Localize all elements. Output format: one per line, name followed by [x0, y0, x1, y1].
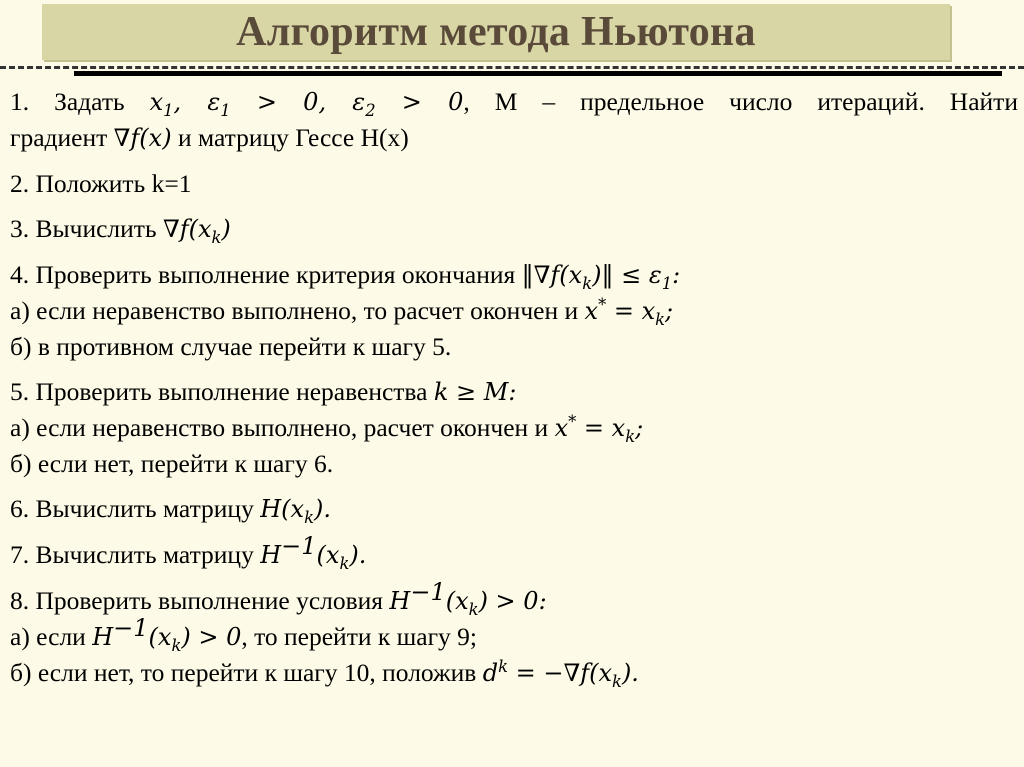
step-8-text-d: б) если нет, то перейти к шагу 10, положив — [10, 658, 483, 687]
step-3 — [10, 211, 1018, 247]
step-8-text-b: а) если — [10, 622, 93, 651]
step-8-text-c: , то перейти к шагу 9; — [241, 622, 478, 651]
step-3-line-1 — [10, 211, 1018, 247]
formula-direction: $d^k = -\nabla f(x_k)$. — [482, 657, 639, 691]
step-4-line-3: б) в противном случае перейти к шагу 5. — [10, 332, 452, 361]
step-5-text-b: а) если неравенство выполнено, расчет окончен и — [10, 413, 555, 442]
step-3-text: 3. Вычислить — [10, 214, 163, 243]
step-7-text: 7. Вычислить матрицу — [10, 540, 261, 569]
algorithm-steps — [10, 84, 1018, 701]
step-7-line-1 — [10, 532, 1018, 573]
step-4-text-a: 4. Проверить выполнение критерия окончания — [10, 260, 522, 289]
step-2 — [10, 166, 1018, 201]
title-bar — [42, 4, 950, 60]
step-5 — [10, 374, 1018, 481]
step-8-line-3 — [10, 655, 1018, 691]
formula-inverse-hessian: $H^{-1}(x_k)$. — [260, 532, 367, 573]
formula-stop-criterion: $‖\nabla f(x_k)‖ \le \varepsilon_1$: — [521, 261, 681, 293]
slide-title: Алгоритм метода Ньютона — [236, 9, 756, 55]
step-6-line-1 — [10, 491, 1018, 527]
step-5-text-a: 5. Проверить выполнение неравенства — [10, 377, 434, 406]
step-1-text-d: и матрицу Гессе H(x) — [171, 123, 409, 152]
step-5-line-2 — [10, 410, 1018, 446]
step-6 — [10, 491, 1018, 527]
step-4-text-b: а) если неравенство выполнено, то расчет окончен и — [10, 296, 585, 325]
step-1-line-1 — [10, 84, 1018, 120]
step-8-line-1 — [10, 578, 1018, 619]
formula-hessian: $H(x_k)$. — [260, 495, 331, 527]
formula-solution: $x^* = x_k$; — [584, 295, 674, 329]
solid-divider — [74, 71, 1002, 76]
formula-gradient: ∇f(x) — [113, 124, 172, 152]
step-8-text-a: 8. Проверить выполнение условия — [10, 586, 390, 615]
step-5-line-3: б) если нет, перейти к шагу 6. — [10, 449, 334, 478]
step-4 — [10, 257, 1018, 364]
formula-positive-definite: $H^{-1}(x_k) > 0$: — [389, 578, 547, 619]
step-8-line-2 — [10, 614, 1018, 655]
formula-positive-definite-2: $H^{-1}(x_k) > 0$ — [92, 614, 242, 655]
formula-iteration-limit: k ≥ M: — [433, 378, 517, 406]
step-4-line-2 — [10, 293, 1018, 329]
step-6-text: 6. Вычислить матрицу — [10, 494, 261, 523]
step-2-line-1: 2. Положить k=1 — [10, 169, 192, 198]
step-1-text-c: градиент — [10, 123, 114, 152]
step-1-line-2 — [10, 120, 1018, 156]
formula-initial-params: $x_1$, $\varepsilon_1 > 0$, $\varepsilon_2 > 0$ — [149, 88, 464, 120]
dashed-divider — [0, 66, 1024, 69]
formula-solution-2: $x^* = x_k$; — [554, 412, 644, 446]
formula-gradient-xk: $\nabla f(x_k)$ — [162, 215, 231, 247]
step-4-line-1 — [10, 257, 1018, 293]
step-8 — [10, 578, 1018, 691]
step-1 — [10, 84, 1018, 156]
step-1-text-b: , M – предельное число итераций. Найти — [463, 87, 1018, 116]
step-1-text-a: 1. Задать — [10, 87, 150, 116]
step-7 — [10, 532, 1018, 573]
step-5-line-1 — [10, 374, 1018, 410]
